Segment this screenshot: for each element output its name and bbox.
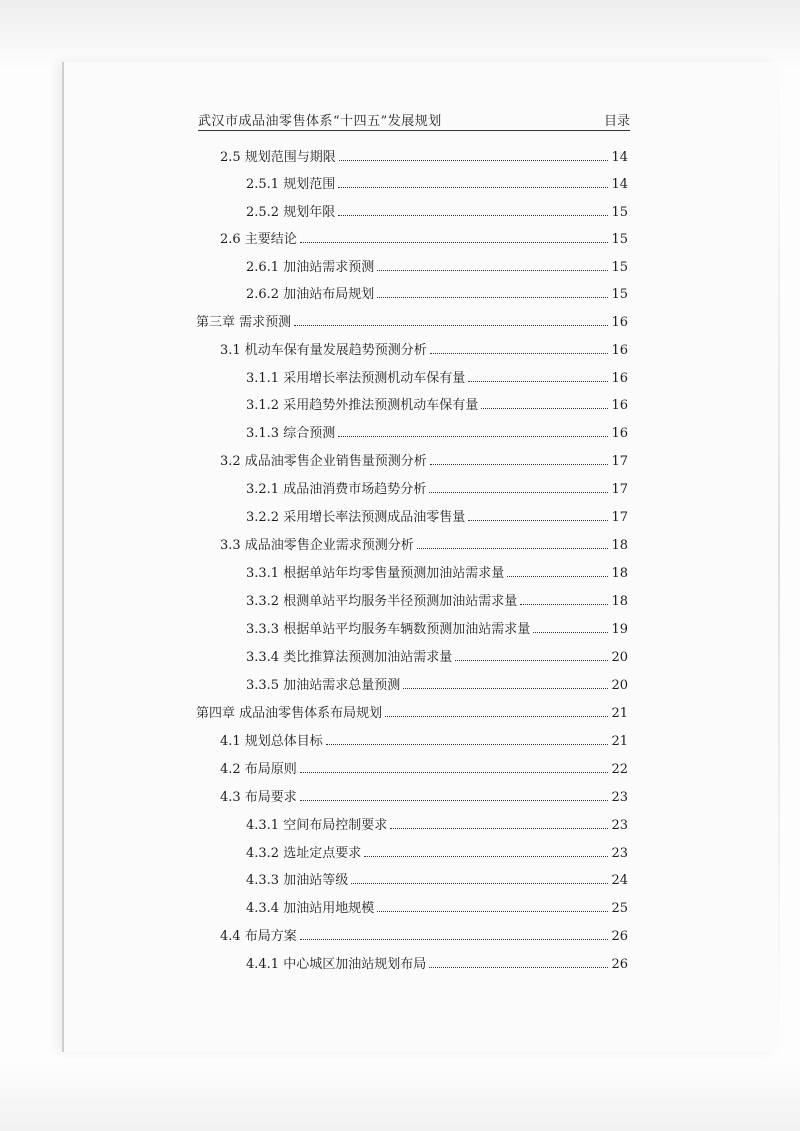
toc-leader <box>326 744 609 745</box>
toc-entry-label: 2.5 规划范围与期限 <box>220 150 336 165</box>
toc-entry-label: 3.1.2 采用趋势外推法预测机动车保有量 <box>246 398 479 413</box>
toc-entry-label: 3.2 成品油零售企业销售量预测分析 <box>220 454 427 469</box>
toc-entry-page: 14 <box>611 177 628 192</box>
toc-entry-label: 3.1 机动车保有量发展趋势预测分析 <box>220 343 427 358</box>
toc-leader <box>507 576 608 577</box>
toc-entry[interactable] <box>246 287 628 303</box>
toc-leader <box>430 464 609 465</box>
toc-entry[interactable] <box>220 734 628 750</box>
toc-entry-page: 17 <box>611 510 628 525</box>
toc-entry[interactable] <box>246 873 628 889</box>
toc-entry[interactable] <box>246 482 628 498</box>
toc-entry[interactable] <box>220 790 628 806</box>
toc-entry-page: 17 <box>611 454 628 469</box>
toc-entry-label: 4.3 布局要求 <box>220 790 297 805</box>
toc-leader <box>468 381 608 382</box>
toc-entry-label: 4.4.1 中心城区加油站规划布局 <box>246 957 427 972</box>
toc-entry-label: 3.3.5 加油站需求总量预测 <box>246 678 401 693</box>
toc-entry[interactable] <box>246 566 628 582</box>
toc-chapter-entry[interactable] <box>196 315 628 331</box>
header-title: 武汉市成品油零售体系“十四五”发展规划 <box>198 114 442 129</box>
toc-entry-page: 18 <box>611 566 628 581</box>
toc-entry-label: 第四章 成品油零售体系布局规划 <box>196 706 383 721</box>
toc-entry[interactable] <box>246 957 628 973</box>
toc-leader <box>481 408 608 409</box>
toc-entry-label: 3.1.1 采用增长率法预测机动车保有量 <box>246 371 466 386</box>
toc-entry-label: 2.6.1 加油站需求预测 <box>246 260 375 275</box>
toc-entry-page: 14 <box>611 150 628 165</box>
toc-leader <box>294 325 608 326</box>
toc-entry-label: 3.1.3 综合预测 <box>246 426 336 441</box>
toc-entry[interactable] <box>246 510 628 526</box>
toc-entry-label: 4.3.3 加油站等级 <box>246 873 349 888</box>
toc-leader <box>403 688 608 689</box>
toc-leader <box>533 632 608 633</box>
toc-entry-page: 23 <box>611 790 628 805</box>
toc-leader <box>338 436 608 437</box>
toc-entry-page: 20 <box>611 650 628 665</box>
toc-entry-page: 26 <box>611 929 628 944</box>
toc-entry[interactable] <box>220 150 628 166</box>
toc-entry-page: 18 <box>611 594 628 609</box>
toc-leader <box>300 800 609 801</box>
toc-entry[interactable] <box>246 622 628 638</box>
toc-entry-label: 3.2.1 成品油消费市场趋势分析 <box>246 482 427 497</box>
toc-leader <box>339 160 609 161</box>
toc-leader <box>385 716 608 717</box>
toc-entry-page: 25 <box>611 901 628 916</box>
toc-entry-label: 3.3.4 类比推算法预测加油站需求量 <box>246 650 453 665</box>
toc-entry-page: 19 <box>611 622 628 637</box>
toc-entry-page: 15 <box>611 260 628 275</box>
toc-entry-page: 15 <box>611 287 628 302</box>
toc-entry[interactable] <box>220 929 628 945</box>
toc-entry-page: 21 <box>611 706 628 721</box>
toc-chapter-entry[interactable] <box>196 706 628 722</box>
toc-entry-label: 4.2 布局原则 <box>220 762 297 777</box>
toc-entry-label: 4.3.4 加油站用地规模 <box>246 901 375 916</box>
toc-entry[interactable] <box>220 762 628 778</box>
toc-leader <box>300 772 609 773</box>
toc-entry-page: 22 <box>611 762 628 777</box>
toc-leader <box>300 242 609 243</box>
toc-leader <box>338 187 608 188</box>
toc-entry-label: 第三章 需求预测 <box>196 315 292 330</box>
toc-entry-page: 15 <box>611 232 628 247</box>
toc-entry-label: 3.3.1 根据单站年均零售量预测加油站需求量 <box>246 566 505 581</box>
toc-entry-page: 16 <box>611 315 628 330</box>
toc-entry-page: 20 <box>611 678 628 693</box>
toc-entry-page: 16 <box>611 398 628 413</box>
toc-entry[interactable] <box>246 177 628 193</box>
toc-entry-label: 4.3.2 选址定点要求 <box>246 846 362 861</box>
toc-entry-label: 2.5.2 规划年限 <box>246 205 336 220</box>
toc-leader <box>338 215 608 216</box>
toc-entry-page: 16 <box>611 343 628 358</box>
toc-leader <box>377 297 608 298</box>
toc-entry[interactable] <box>246 426 628 442</box>
toc-leader <box>377 270 608 271</box>
toc-entry-page: 24 <box>611 873 628 888</box>
toc-entry-page: 16 <box>611 426 628 441</box>
toc-entry[interactable] <box>246 398 628 414</box>
toc-leader <box>455 660 608 661</box>
toc-leader <box>417 548 609 549</box>
toc-entry-label: 3.3 成品油零售企业需求预测分析 <box>220 538 414 553</box>
toc-leader <box>364 856 608 857</box>
toc-entry-label: 4.4 布局方案 <box>220 929 297 944</box>
toc-entry[interactable] <box>220 538 628 554</box>
toc-entry[interactable] <box>246 678 628 694</box>
toc-entry-page: 18 <box>611 538 628 553</box>
toc-entry[interactable] <box>246 650 628 666</box>
toc-entry-label: 4.3.1 空间布局控制要求 <box>246 818 388 833</box>
toc-entry[interactable] <box>246 205 628 221</box>
toc-entry[interactable] <box>220 232 628 248</box>
toc-leader <box>377 911 608 912</box>
toc-leader <box>468 520 608 521</box>
toc-entry[interactable] <box>246 371 628 387</box>
toc-entry-page: 26 <box>611 957 628 972</box>
toc-leader <box>520 604 608 605</box>
toc-leader <box>390 828 608 829</box>
toc-leader <box>429 967 608 968</box>
toc-entry-page: 21 <box>611 734 628 749</box>
toc-entry-page: 17 <box>611 482 628 497</box>
toc-entry[interactable] <box>246 818 628 834</box>
toc-entry[interactable] <box>246 260 628 276</box>
toc-entry-label: 2.6.2 加油站布局规划 <box>246 287 375 302</box>
toc-entry-label: 3.3.3 根据单站平均服务车辆数预测加油站需求量 <box>246 622 531 637</box>
toc-entry-label: 4.1 规划总体目标 <box>220 734 323 749</box>
toc-entry-label: 2.6 主要结论 <box>220 232 297 247</box>
toc-entry-page: 16 <box>611 371 628 386</box>
toc-entry-label: 3.3.2 根测单站平均服务半径预测加油站需求量 <box>246 594 518 609</box>
toc-entry[interactable] <box>220 454 628 470</box>
toc-leader <box>430 353 609 354</box>
toc-entry-label: 2.5.1 规划范围 <box>246 177 336 192</box>
toc-leader <box>351 883 608 884</box>
toc-entry[interactable] <box>246 594 628 610</box>
toc-leader <box>300 939 609 940</box>
toc-entry-label: 3.2.2 采用增长率法预测成品油零售量 <box>246 510 466 525</box>
header-section: 目录 <box>603 114 630 129</box>
toc-entry[interactable] <box>246 901 628 917</box>
toc-entry[interactable] <box>246 846 628 862</box>
toc-leader <box>429 492 608 493</box>
toc-entry[interactable] <box>220 343 628 359</box>
toc-entry-page: 15 <box>611 205 628 220</box>
toc-entry-page: 23 <box>611 846 628 861</box>
toc-entry-page: 23 <box>611 818 628 833</box>
